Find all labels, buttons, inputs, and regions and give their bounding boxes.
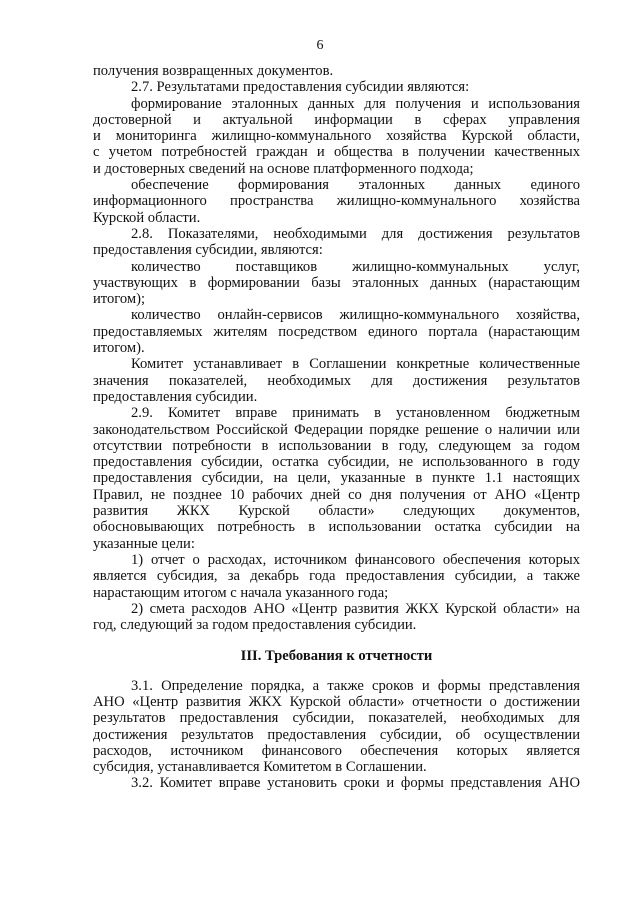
text-line: количество поставщиков жилищно-коммунальных услуг, (131, 258, 580, 275)
text-line: расходов, источником финансового обеспечения которых является (93, 742, 580, 759)
text-line: 1) отчет о расходах, источником финансового обеспечения которых (131, 551, 580, 568)
text-line: количество онлайн-сервисов жилищно-коммунального хозяйства, (131, 307, 580, 324)
text-line: с учетом потребностей граждан и общества в получении качественных (93, 144, 580, 161)
text-line: получения возвращенных документов. (93, 63, 334, 79)
text-line: предоставляемых жителям посредством единого портала (нарастающим (93, 323, 580, 340)
text-line: обосновывающих потребность в использовании остатка субсидии на (93, 519, 580, 536)
text-line: участвующих в формировании базы эталонных данных (нарастающим (93, 274, 580, 291)
text-line: Правил, не позднее 10 рабочих дней со дня получения от АНО «Центр (93, 486, 580, 503)
text-line: предоставления субсидии, на цели, указанные в пункте 1.1 настоящих (93, 470, 580, 487)
text-line: 2.7. Результатами предоставления субсидии являются: (131, 79, 470, 96)
text-line: развития ЖКХ Курской области» следующих документов, (93, 503, 580, 520)
text-line: формирование эталонных данных для получения и использования (131, 95, 580, 112)
text-line: 2.9. Комитет вправе принимать в установленном бюджетным (131, 405, 580, 422)
text-line: предоставления субсидии, являются: (93, 242, 323, 259)
text-line: информационного пространства жилищно-коммунального хозяйства (93, 193, 580, 210)
text-line: субсидия, устанавливается Комитетом в Соглашении. (93, 759, 427, 776)
page-number: 6 (316, 38, 324, 53)
text-line: предоставления субсидии. (93, 388, 258, 405)
text-line: и мониторинга жилищно-коммунального хозяйства Курской области, (93, 128, 580, 145)
text-line: обеспечение формирования эталонных данных единого (131, 177, 580, 194)
text-line: законодательством Российской Федерации порядке решение о наличии или (93, 421, 580, 438)
text-line: 3.1. Определение порядка, а также сроков и формы представления (131, 677, 580, 694)
text-line: нарастающим итогом с начала указанного года; (93, 584, 389, 601)
text-line: 2) смета расходов АНО «Центр развития ЖКХ Курской области» на (131, 600, 580, 617)
text-line: является субсидия, за декабрь года предоставления субсидии, а также (93, 568, 580, 585)
text-line: 3.2. Комитет вправе установить сроки и формы представления АНО (131, 775, 580, 792)
text-line: результатов предоставления субсидии, показателей, необходимых для (93, 710, 580, 727)
text-line: значения показателей, необходимых для достижения результатов (93, 372, 580, 389)
section-heading: III. Требования к отчетности (240, 648, 433, 665)
text-line: отсутствии потребности в использовании в году, следующем за годом (93, 437, 580, 454)
text-line: Комитет устанавливает в Соглашении конкретные количественные (131, 356, 580, 373)
text-line: итогом); (93, 291, 146, 308)
text-line: 2.8. Показателями, необходимыми для достижения результатов (131, 225, 580, 242)
text-line: указанные цели: (93, 535, 195, 552)
text-line: предоставления субсидии, остатка субсидии, не использованного в году (93, 454, 580, 471)
text-line: АНО «Центр развития ЖКХ Курской области» отчетности о достижении (93, 693, 580, 710)
text-line: и достоверных сведений на основе платформенного подхода; (93, 160, 474, 177)
document-body (93, 63, 580, 792)
text-line: итогом). (93, 340, 145, 357)
text-line: год, следующий за годом предоставления субсидии. (93, 617, 417, 634)
text-line: достижения результатов предоставления субсидии, об осуществлении (93, 726, 580, 743)
text-line: Курской области. (93, 209, 201, 226)
text-line: достоверной и актуальной информации в сферах управления (93, 111, 580, 128)
